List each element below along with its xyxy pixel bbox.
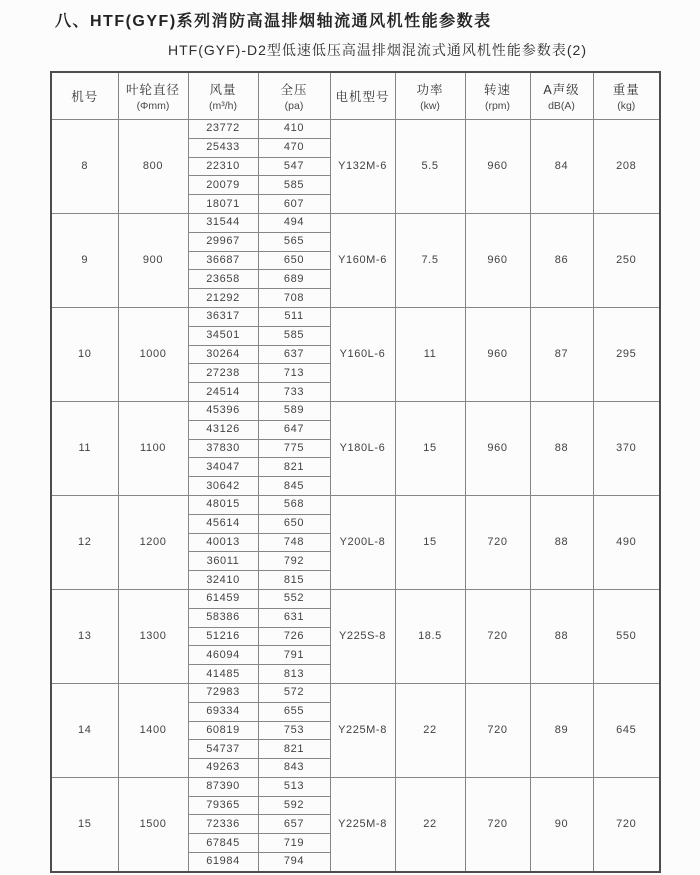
pressure-cell: 843 xyxy=(258,759,330,778)
flow-cell: 18071 xyxy=(188,195,258,214)
table-header-row xyxy=(51,72,660,120)
machine-no-cell: 13 xyxy=(51,589,118,683)
flow-cell: 61459 xyxy=(188,589,258,608)
flow-cell: 43126 xyxy=(188,420,258,439)
flow-cell: 60819 xyxy=(188,721,258,740)
column-header-4 xyxy=(330,72,395,120)
table-row xyxy=(51,120,660,139)
pressure-cell: 815 xyxy=(258,571,330,590)
flow-cell: 31544 xyxy=(188,213,258,232)
motor-model-cell: Y225M-8 xyxy=(330,777,395,871)
power-cell: 11 xyxy=(395,307,465,401)
power-cell: 22 xyxy=(395,777,465,871)
motor-model-cell: Y225M-8 xyxy=(330,683,395,777)
impeller-diameter-cell: 1200 xyxy=(118,495,188,589)
weight-cell: 720 xyxy=(593,777,660,871)
impeller-diameter-cell: 1400 xyxy=(118,683,188,777)
impeller-diameter-cell: 1300 xyxy=(118,589,188,683)
pressure-cell: 552 xyxy=(258,589,330,608)
page-title: 八、HTF(GYF)系列消防高温排烟轴流通风机性能参数表 xyxy=(55,13,492,30)
table-row xyxy=(51,307,660,326)
flow-cell: 27238 xyxy=(188,364,258,383)
pressure-cell: 813 xyxy=(258,665,330,684)
column-unit: dB(A) xyxy=(548,100,575,112)
flow-cell: 40013 xyxy=(188,533,258,552)
noise-level-cell: 86 xyxy=(530,213,593,307)
pressure-cell: 733 xyxy=(258,383,330,402)
pressure-cell: 794 xyxy=(258,853,330,872)
motor-model-cell: Y160L-6 xyxy=(330,307,395,401)
machine-no-cell: 10 xyxy=(51,307,118,401)
motor-model-cell: Y225S-8 xyxy=(330,589,395,683)
column-header-6 xyxy=(465,72,530,120)
pressure-cell: 470 xyxy=(258,138,330,157)
pressure-cell: 607 xyxy=(258,195,330,214)
speed-cell: 720 xyxy=(465,777,530,871)
weight-cell: 295 xyxy=(593,307,660,401)
machine-no-cell: 9 xyxy=(51,213,118,307)
machine-no-cell: 12 xyxy=(51,495,118,589)
pressure-cell: 650 xyxy=(258,514,330,533)
pressure-cell: 792 xyxy=(258,552,330,571)
pressure-cell: 565 xyxy=(258,232,330,251)
power-cell: 7.5 xyxy=(395,213,465,307)
flow-cell: 34501 xyxy=(188,326,258,345)
pressure-cell: 726 xyxy=(258,627,330,646)
table-row xyxy=(51,683,660,702)
pressure-cell: 568 xyxy=(258,495,330,514)
column-label: 全压 xyxy=(280,83,308,97)
impeller-diameter-cell: 1100 xyxy=(118,401,188,495)
flow-cell: 87390 xyxy=(188,777,258,796)
weight-cell: 550 xyxy=(593,589,660,683)
pressure-cell: 791 xyxy=(258,646,330,665)
pressure-cell: 494 xyxy=(258,213,330,232)
flow-cell: 49263 xyxy=(188,759,258,778)
flow-cell: 69334 xyxy=(188,702,258,721)
flow-cell: 36011 xyxy=(188,552,258,571)
table-row xyxy=(51,589,660,608)
motor-model-cell: Y180L-6 xyxy=(330,401,395,495)
impeller-diameter-cell: 800 xyxy=(118,120,188,214)
machine-no-cell: 11 xyxy=(51,401,118,495)
pressure-cell: 845 xyxy=(258,477,330,496)
motor-model-cell: Y132M-6 xyxy=(330,120,395,214)
pressure-cell: 647 xyxy=(258,420,330,439)
speed-cell: 960 xyxy=(465,401,530,495)
column-unit: (kw) xyxy=(420,100,440,112)
flow-cell: 79365 xyxy=(188,796,258,815)
machine-no-cell: 15 xyxy=(51,777,118,871)
noise-level-cell: 87 xyxy=(530,307,593,401)
column-label: 机号 xyxy=(71,90,99,104)
power-cell: 15 xyxy=(395,495,465,589)
impeller-diameter-cell: 900 xyxy=(118,213,188,307)
power-cell: 15 xyxy=(395,401,465,495)
flow-cell: 30264 xyxy=(188,345,258,364)
pressure-cell: 589 xyxy=(258,401,330,420)
flow-cell: 32410 xyxy=(188,571,258,590)
weight-cell: 645 xyxy=(593,683,660,777)
pressure-cell: 821 xyxy=(258,458,330,477)
flow-cell: 45614 xyxy=(188,514,258,533)
speed-cell: 960 xyxy=(465,120,530,214)
column-header-5 xyxy=(395,72,465,120)
pressure-cell: 592 xyxy=(258,796,330,815)
column-header-1 xyxy=(118,72,188,120)
impeller-diameter-cell: 1000 xyxy=(118,307,188,401)
pressure-cell: 708 xyxy=(258,289,330,308)
table-body xyxy=(51,120,660,872)
flow-cell: 72983 xyxy=(188,683,258,702)
pressure-cell: 713 xyxy=(258,364,330,383)
pressure-cell: 775 xyxy=(258,439,330,458)
weight-cell: 208 xyxy=(593,120,660,214)
flow-cell: 67845 xyxy=(188,834,258,853)
noise-level-cell: 90 xyxy=(530,777,593,871)
column-unit: (m³/h) xyxy=(209,100,237,112)
column-header-3 xyxy=(258,72,330,120)
column-label: 电机型号 xyxy=(335,90,390,104)
flow-cell: 25433 xyxy=(188,138,258,157)
flow-cell: 36317 xyxy=(188,307,258,326)
flow-cell: 23772 xyxy=(188,120,258,139)
pressure-cell: 511 xyxy=(258,307,330,326)
flow-cell: 46094 xyxy=(188,646,258,665)
speed-cell: 720 xyxy=(465,495,530,589)
flow-cell: 23658 xyxy=(188,270,258,289)
pressure-cell: 513 xyxy=(258,777,330,796)
pressure-cell: 585 xyxy=(258,176,330,195)
power-cell: 5.5 xyxy=(395,120,465,214)
column-header-7 xyxy=(530,72,593,120)
column-header-0 xyxy=(51,72,118,120)
motor-model-cell: Y160M-6 xyxy=(330,213,395,307)
flow-cell: 58386 xyxy=(188,608,258,627)
pressure-cell: 748 xyxy=(258,533,330,552)
pressure-cell: 655 xyxy=(258,702,330,721)
impeller-diameter-cell: 1500 xyxy=(118,777,188,871)
pressure-cell: 637 xyxy=(258,345,330,364)
noise-level-cell: 88 xyxy=(530,495,593,589)
flow-cell: 22310 xyxy=(188,157,258,176)
column-label: 功率 xyxy=(416,83,444,97)
speed-cell: 720 xyxy=(465,683,530,777)
weight-cell: 490 xyxy=(593,495,660,589)
machine-no-cell: 8 xyxy=(51,120,118,214)
speed-cell: 960 xyxy=(465,307,530,401)
table-row xyxy=(51,401,660,420)
flow-cell: 34047 xyxy=(188,458,258,477)
flow-cell: 20079 xyxy=(188,176,258,195)
column-header-2 xyxy=(188,72,258,120)
column-unit: (rpm) xyxy=(484,100,511,112)
machine-no-cell: 14 xyxy=(51,683,118,777)
column-label: A声级 xyxy=(543,83,580,97)
table-row xyxy=(51,495,660,514)
pressure-cell: 753 xyxy=(258,721,330,740)
column-label: 叶轮直径 xyxy=(125,83,180,97)
noise-level-cell: 88 xyxy=(530,401,593,495)
power-cell: 18.5 xyxy=(395,589,465,683)
column-unit: (Φmm) xyxy=(136,100,170,112)
column-header-8 xyxy=(593,72,660,120)
noise-level-cell: 84 xyxy=(530,120,593,214)
table-row xyxy=(51,213,660,232)
pressure-cell: 821 xyxy=(258,740,330,759)
column-label: 转速 xyxy=(483,83,511,97)
flow-cell: 41485 xyxy=(188,665,258,684)
fan-performance-table xyxy=(50,71,661,873)
page-subtitle: HTF(GYF)-D2型低速低压高温排烟混流式通风机性能参数表(2) xyxy=(168,42,587,58)
column-unit: (kg) xyxy=(617,100,636,112)
table-row xyxy=(51,777,660,796)
pressure-cell: 650 xyxy=(258,251,330,270)
column-label: 重量 xyxy=(612,83,640,97)
pressure-cell: 689 xyxy=(258,270,330,289)
speed-cell: 720 xyxy=(465,589,530,683)
flow-cell: 30642 xyxy=(188,477,258,496)
flow-cell: 45396 xyxy=(188,401,258,420)
flow-cell: 36687 xyxy=(188,251,258,270)
speed-cell: 960 xyxy=(465,213,530,307)
pressure-cell: 547 xyxy=(258,157,330,176)
flow-cell: 37830 xyxy=(188,439,258,458)
column-label: 风量 xyxy=(209,83,237,97)
pressure-cell: 631 xyxy=(258,608,330,627)
weight-cell: 370 xyxy=(593,401,660,495)
pressure-cell: 572 xyxy=(258,683,330,702)
noise-level-cell: 89 xyxy=(530,683,593,777)
weight-cell: 250 xyxy=(593,213,660,307)
pressure-cell: 657 xyxy=(258,815,330,834)
flow-cell: 72336 xyxy=(188,815,258,834)
noise-level-cell: 88 xyxy=(530,589,593,683)
power-cell: 22 xyxy=(395,683,465,777)
flow-cell: 61984 xyxy=(188,853,258,872)
flow-cell: 29967 xyxy=(188,232,258,251)
flow-cell: 51216 xyxy=(188,627,258,646)
motor-model-cell: Y200L-8 xyxy=(330,495,395,589)
pressure-cell: 585 xyxy=(258,326,330,345)
pressure-cell: 410 xyxy=(258,120,330,139)
flow-cell: 24514 xyxy=(188,383,258,402)
flow-cell: 48015 xyxy=(188,495,258,514)
pressure-cell: 719 xyxy=(258,834,330,853)
flow-cell: 21292 xyxy=(188,289,258,308)
flow-cell: 54737 xyxy=(188,740,258,759)
column-unit: (pa) xyxy=(284,100,304,112)
